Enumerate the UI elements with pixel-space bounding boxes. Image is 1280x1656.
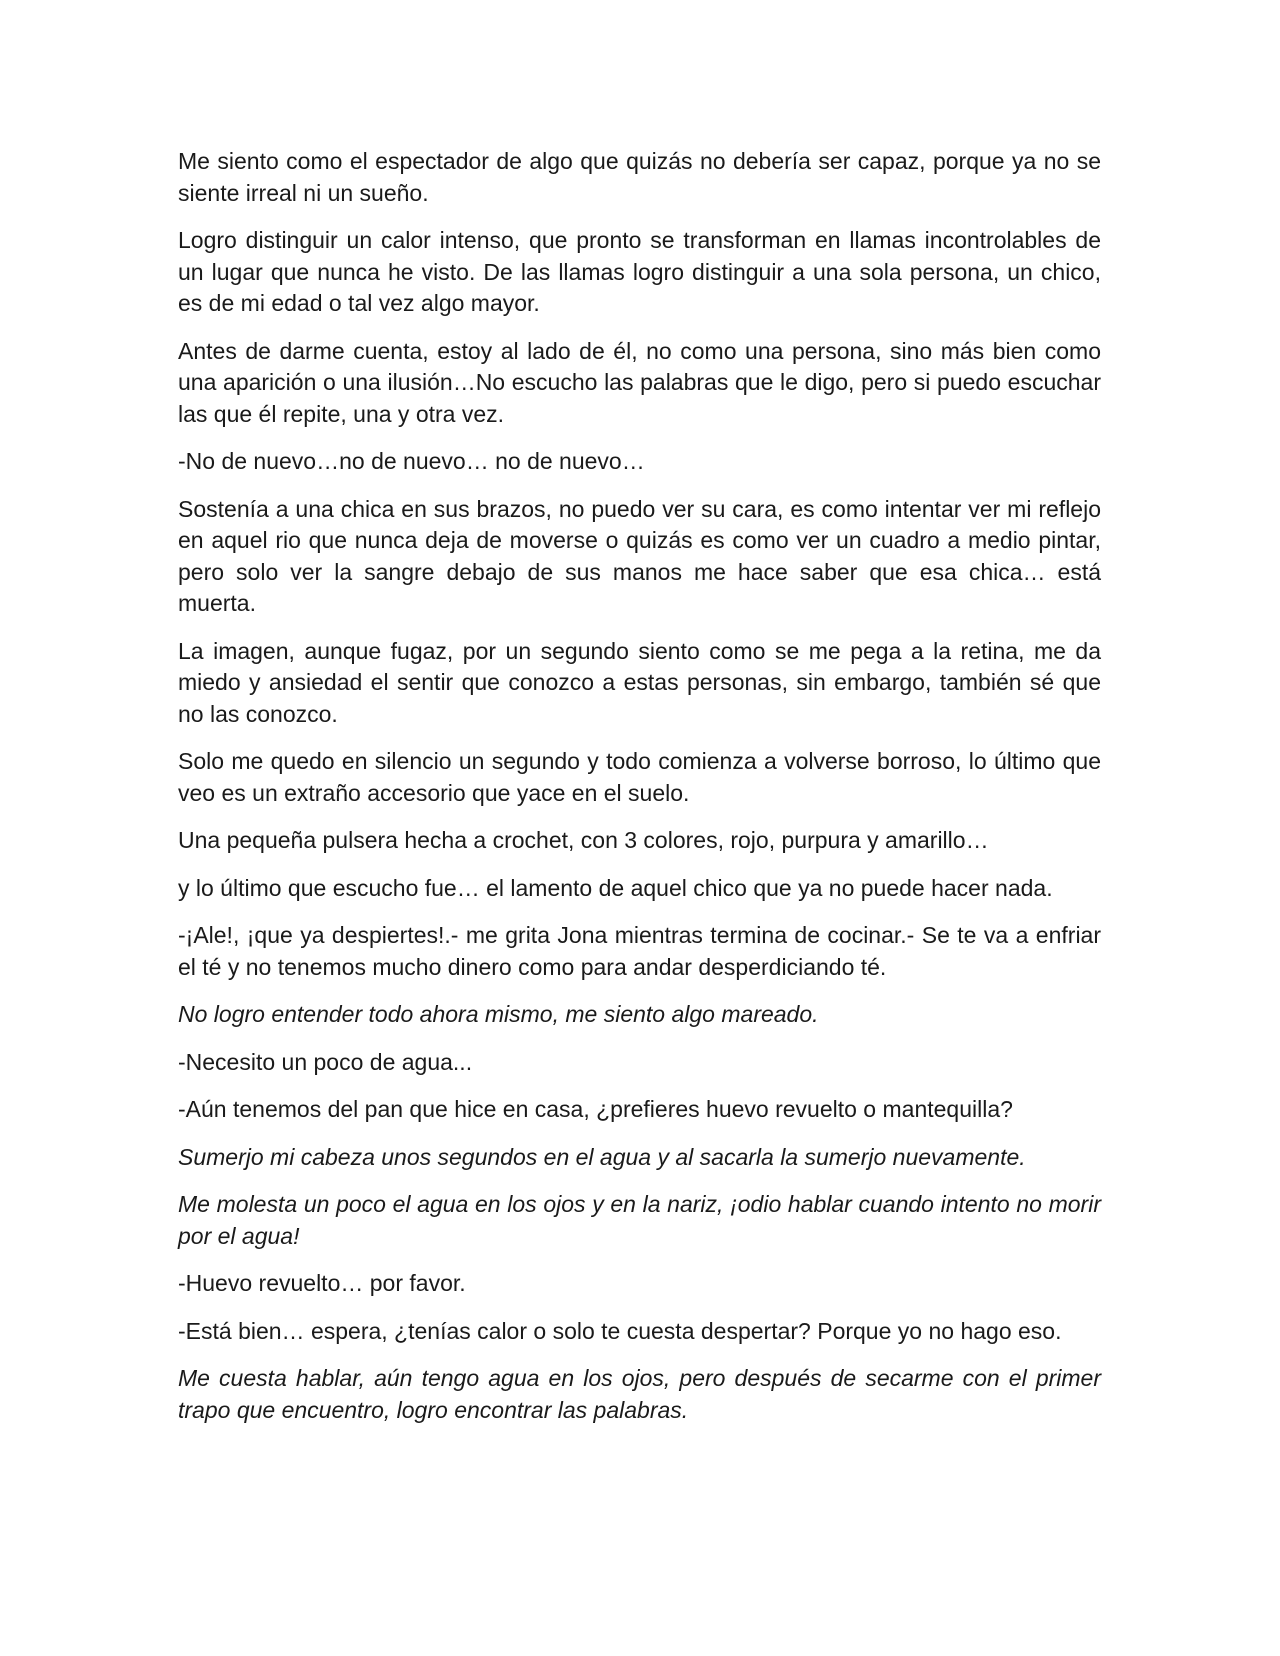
- paragraph: -No de nuevo…no de nuevo… no de nuevo…: [178, 448, 645, 474]
- paragraph: Antes de darme cuenta, estoy al lado de él, no como una persona, sino más bien como una aparición o una ilusión…No escucho las palabras que le digo, pero si puedo escuchar las que él repite, una y otra vez.: [178, 337, 1101, 427]
- paragraph: Logro distinguir un calor intenso, que pronto se transforman en llamas incontrolables de un lugar que nunca he visto. De las llamas logro distinguir a una sola persona, un chico, es de mi edad o tal vez algo mayor.: [178, 227, 1101, 316]
- paragraph-italic: Sumerjo mi cabeza unos segundos en el agua y al sacarla la sumerjo nuevamente.: [178, 1143, 1026, 1170]
- paragraph: Sostenía a una chica en sus brazos, no puedo ver su cara, es como intentar ver mi reflejo en aquel rio que nunca deja de moverse o quizás es como ver un cuadro a medio pintar, pero solo ver la sangre debajo de sus manos me hace saber que esa chica… está muerta.: [178, 495, 1101, 616]
- paragraph: Una pequeña pulsera hecha a crochet, con 3 colores, rojo, purpura y amarillo…: [178, 827, 989, 853]
- paragraph: Me siento como el espectador de algo que quizás no debería ser capaz, porque ya no se siente irreal ni un sueño.: [178, 148, 1101, 206]
- paragraph: -Huevo revuelto… por favor.: [178, 1270, 466, 1296]
- paragraph: -Está bien… espera, ¿tenías calor o solo te cuesta despertar? Porque yo no hago eso.: [178, 1317, 1062, 1344]
- paragraph-italic: No logro entender todo ahora mismo, me siento algo mareado.: [178, 1001, 819, 1027]
- paragraph: -¡Ale!, ¡que ya despiertes!.- me grita Jona mientras termina de cocinar.- Se te va a enfriar el té y no tenemos mucho dinero como para andar desperdiciando té.: [178, 922, 1101, 980]
- paragraph-italic: Me cuesta hablar, aún tengo agua en los ojos, pero después de secarme con el primer trapo que encuentro, logro encontrar las palabras.: [178, 1365, 1101, 1423]
- paragraph: y lo último que escucho fue… el lamento de aquel chico que ya no puede hacer nada.: [178, 874, 1053, 901]
- paragraph: La imagen, aunque fugaz, por un segundo siento como se me pega a la retina, me da miedo y ansiedad el sentir que conozco a estas personas, sin embargo, también sé que no las conozco.: [178, 637, 1101, 727]
- paragraph: Solo me quedo en silencio un segundo y todo comienza a volverse borroso, lo último que veo es un extraño accesorio que yace en el suelo.: [178, 748, 1101, 806]
- document-body: [178, 146, 1101, 1442]
- paragraph: -Necesito un poco de agua...: [178, 1048, 473, 1075]
- paragraph: -Aún tenemos del pan que hice en casa, ¿prefieres huevo revuelto o mantequilla?: [178, 1096, 1013, 1122]
- paragraph-italic: Me molesta un poco el agua en los ojos y en la nariz, ¡odio hablar cuando intento no morir por el agua!: [178, 1191, 1101, 1249]
